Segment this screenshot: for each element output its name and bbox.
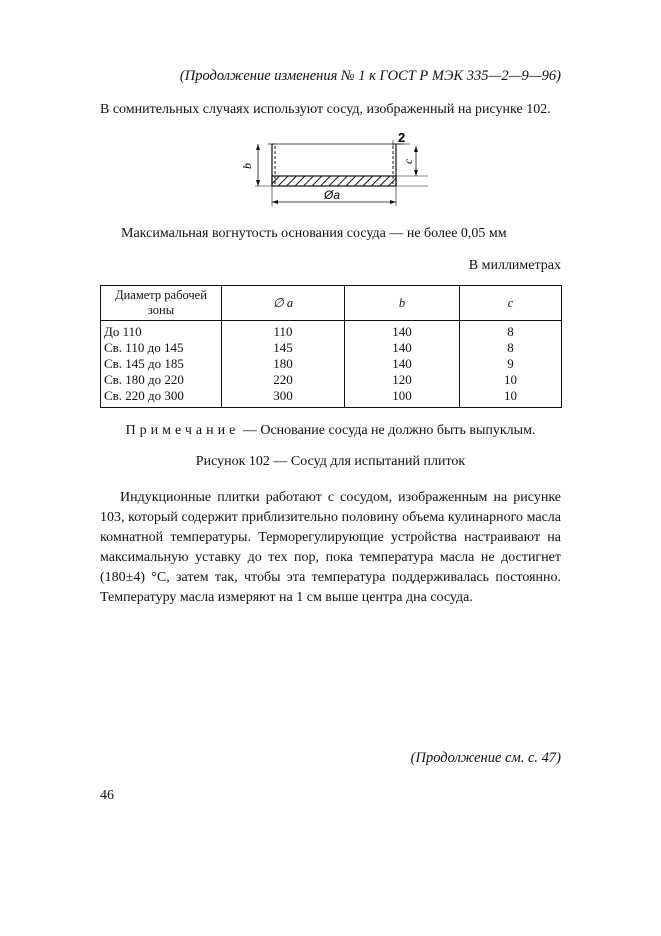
vessel-figure [238,132,438,212]
label-c: c [401,158,415,164]
max-concavity-text: Максимальная вогнутость основания сосуда — не более 0,05 мм [121,226,507,241]
cell-zone: Св. 145 до 185 [104,356,184,371]
header-c: c [460,286,562,321]
cell-a: 220 [273,372,293,387]
cell-c: 8 [507,340,514,355]
cell-a: 300 [273,388,293,403]
cell-c: 10 [504,388,517,403]
cell-c: 9 [507,356,514,371]
col-zone-diameter [101,321,222,408]
header-zone-diameter: Диаметр рабочей зоны [101,286,222,321]
paragraph-intro: В сомнительных случаях используют сосуд, изображенный на рисунке 102. [100,102,551,117]
header-b: b [345,286,460,321]
table-row [101,321,562,408]
label-2: 2 [398,132,406,145]
header-a: ∅ a [222,286,345,321]
cell-b: 140 [392,324,412,339]
cell-a: 110 [273,324,293,339]
running-header: (Продолжение изменения № 1 к ГОСТ Р МЭК 335—2—9—96) [179,68,561,84]
note-label: Примечание [125,423,240,438]
continuation-note: (Продолжение см. с. 47) [410,750,561,766]
label-b: b [240,163,254,169]
cell-zone: До 110 [104,324,142,339]
cell-zone: Св. 110 до 145 [104,340,184,355]
paragraph-induction: Индукционные плитки работают с сосудом, изображенным на рисунке 103, который содержит приблизительно половину объема кулинарного масла комнатной температуры. Терморегулирующие устройства настраивают на максимальную уставку до тех пор, пока температура масла не достигнет (180±4) °С, затем так, чтобы эта температура поддерживалась постоянно. Температуру масла измеряют на 1 см выше центра дна сосуда. [100,490,561,605]
table-note [100,423,561,439]
note-text: — Основание сосуда не должно быть выпуклым. [242,423,536,438]
cell-b: 100 [392,388,412,403]
cell-c: 10 [504,372,517,387]
cell-b: 140 [392,356,412,371]
dimensions-table [100,285,562,408]
cell-b: 120 [392,372,412,387]
cell-a: 145 [273,340,293,355]
col-b [345,321,460,408]
figure-caption: Рисунок 102 — Сосуд для испытаний плиток [195,454,466,469]
cell-zone: Св. 220 до 300 [104,388,184,403]
cell-c: 8 [507,324,514,339]
cell-a: 180 [273,356,293,371]
vessel-base [272,176,396,186]
col-c [460,321,562,408]
table-header-row [101,286,562,321]
units-label: В миллиметрах [468,258,561,273]
cell-zone: Св. 180 до 220 [104,372,184,387]
col-a [222,321,345,408]
page-number: 46 [100,788,114,803]
label-a: Øa [324,188,341,202]
cell-b: 140 [392,340,412,355]
